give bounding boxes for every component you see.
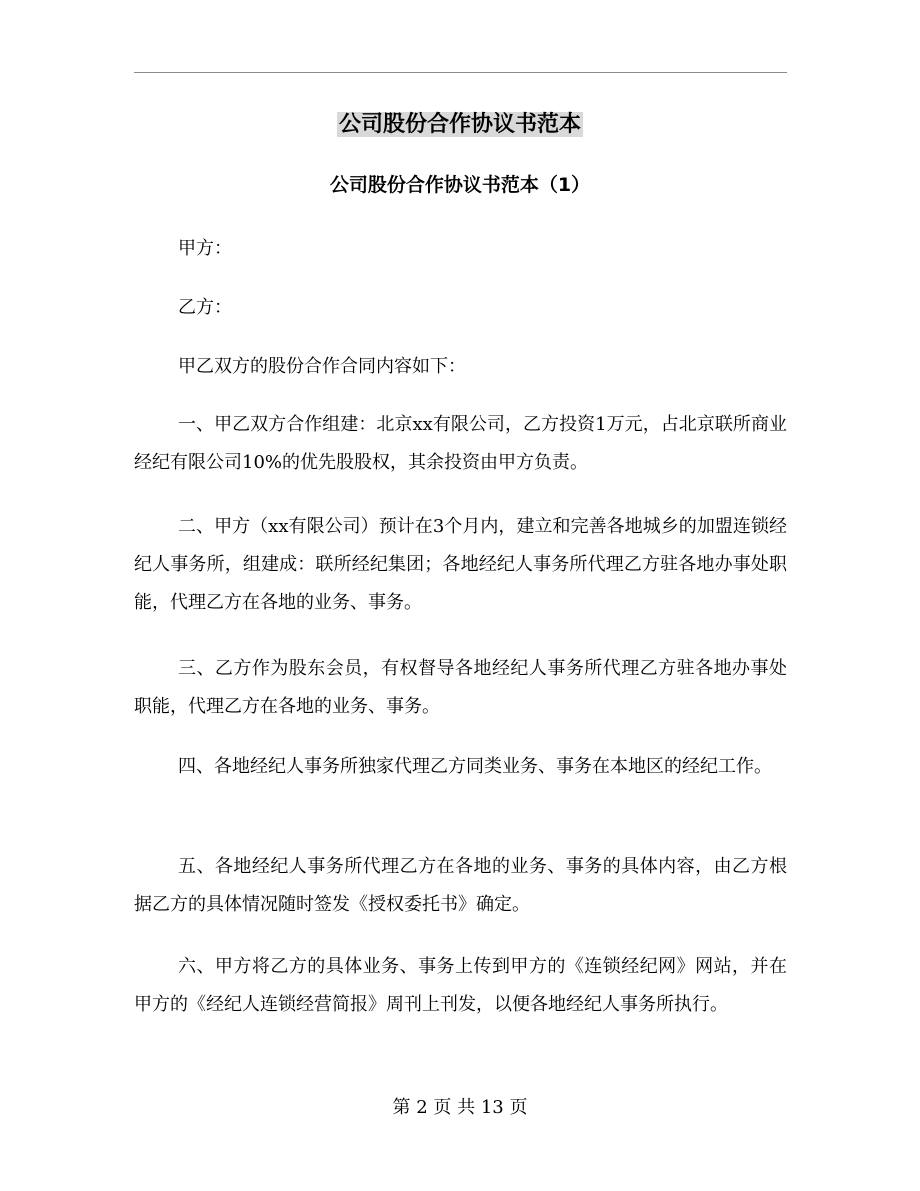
header-rule: [134, 72, 787, 73]
document-subtitle: 公司股份合作协议书范本（1）: [329, 174, 591, 196]
clause-3: 三、乙方作为股东会员，有权督导各地经纪人事务所代理乙方驻各地办事处职能，代理乙方在各地的业务、事务。: [134, 658, 787, 717]
party-b-line: 乙方：: [178, 297, 232, 318]
intro-paragraph: 甲乙双方的股份合作合同内容如下：: [178, 356, 466, 377]
clause-4: 四、各地经纪人事务所独家代理乙方同类业务、事务在本地区的经纪工作。: [178, 756, 772, 777]
clause-6: 六、甲方将乙方的具体业务、事务上传到甲方的《连锁经纪网》网站，并在甲方的《经纪人连锁经营简报》周刊上刊发，以便各地经纪人事务所执行。: [134, 956, 787, 1015]
clause-1: 一、甲乙双方合作组建：北京xx有限公司，乙方投资1万元，占北京联所商业经纪有限公司10%的优先股股权，其余投资由甲方负责。: [134, 414, 787, 473]
clause-2: 二、甲方（xx有限公司）预计在3个月内，建立和完善各地城乡的加盟连锁经纪人事务所，组建成：联所经纪集团；各地经纪人事务所代理乙方驻各地办事处职能，代理乙方在各地的业务、事务。: [134, 516, 787, 613]
page-number: 第 2 页 共 13 页: [392, 1097, 528, 1118]
document-title: [0, 108, 920, 142]
clause-5: 五、各地经纪人事务所代理乙方在各地的业务、事务的具体内容，由乙方根据乙方的具体情况随时签发《授权委托书》确定。: [134, 856, 787, 915]
party-a-line: 甲方：: [178, 238, 232, 259]
document-title-text: 公司股份合作协议书范本: [338, 112, 581, 137]
